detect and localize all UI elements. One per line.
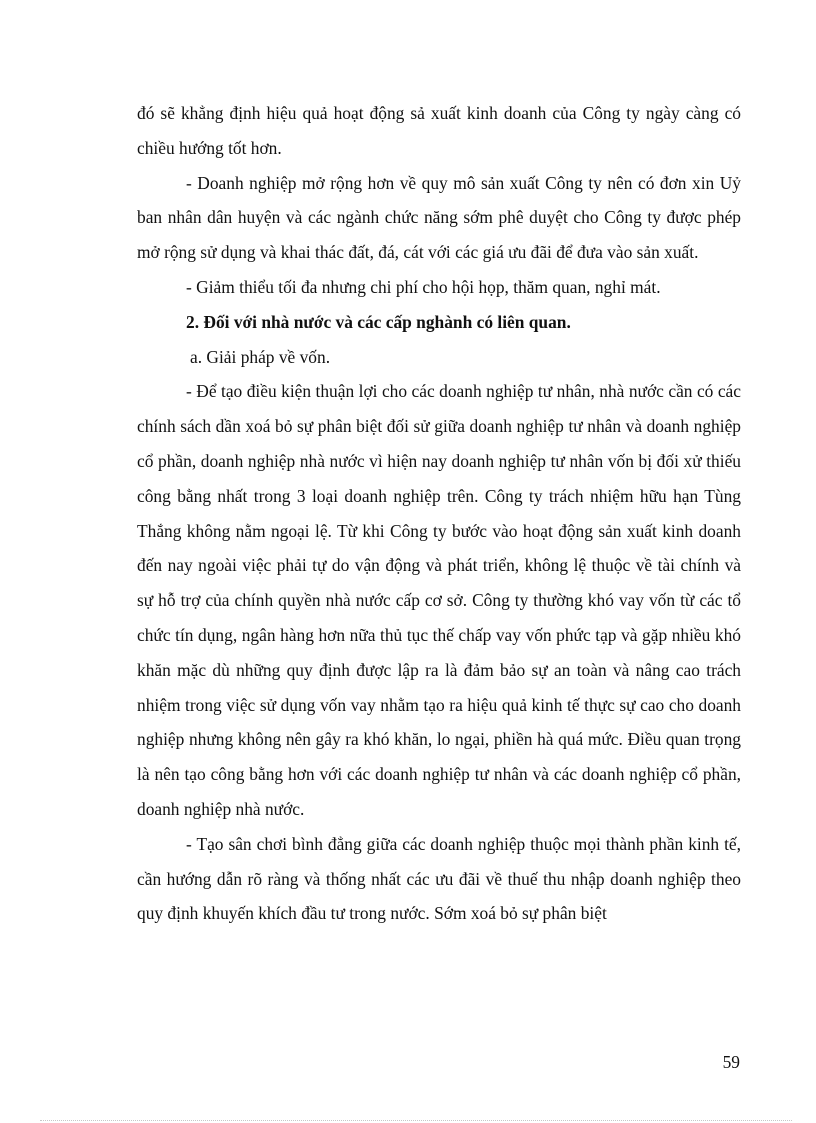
paragraph-equal-playing-field: - Tạo sân chơi bình đẳng giữa các doanh nghiệp thuộc mọi thành phần kinh tế, cần hướng dẫn rõ ràng và thống nhất các ưu đãi về thuế thu nhập doanh nghiệp theo quy định khuyến khích đầu tư trong nước. Sớm xoá bỏ sự phân biệt (137, 833, 741, 924)
body-text (137, 96, 741, 931)
subsection-heading: a. Giải pháp về vốn. (190, 346, 331, 367)
paragraph-continuation: đó sẽ khẳng định hiệu quả hoạt động sả xuất kinh doanh của Công ty ngày càng có chiều hướng tốt hơn. (137, 103, 741, 158)
paragraph-reduce-costs: - Giảm thiểu tối đa nhưng chi phí cho hội họp, thăm quan, nghỉ mát. (186, 276, 661, 297)
page-number: 59 (722, 1052, 740, 1072)
paragraph-expand-production: - Doanh nghiệp mở rộng hơn về quy mô sản xuất Công ty nên có đơn xin Uỷ ban nhân dân huyện và các ngành chức năng sớm phê duyệt cho Công ty được phép mở rộng sử dụng và khai thác đất, đá, cát với các giá ưu đãi để đưa vào sản xuất. (137, 172, 741, 263)
footer-divider (40, 1120, 792, 1121)
section-heading: 2. Đối với nhà nước và các cấp nghành có liên quan. (186, 311, 571, 332)
paragraph-capital-solution: - Để tạo điều kiện thuận lợi cho các doanh nghiệp tư nhân, nhà nước cần có các chính sách dần xoá bỏ sự phân biệt đối sử giữa doanh nghiệp tư nhân và doanh nghiệp cổ phần, doanh nghiệp nhà nước vì hiện nay doanh nghiệp tư nhân vốn bị đối xử thiếu công bằng nhất trong 3 loại doanh nghiệp trên. Công ty trách nhiệm hữu hạn Tùng Thắng không nằm ngoại lệ. Từ khi Công ty bước vào hoạt động sản xuất kinh doanh đến nay ngoài việc phải tự do vận động và phát triển, không lệ thuộc về tài chính và sự hỗ trợ của chính quyền nhà nước cấp cơ sở. Công ty thường khó vay vốn từ các tổ chức tín dụng, ngân hàng hơn nữa thủ tục thế chấp vay vốn phức tạp và gặp nhiều khó khăn mặc dù những quy định được lập ra là đảm bảo sự an toàn và nâng cao trách nhiệm trong việc sử dụng vốn vay nhằm tạo ra hiệu quả kinh tế thực sự cao cho doanh nghiệp nhưng không nên gây ra khó khăn, lo ngại, phiền hà quá mức. Điều quan trọng là nên tạo công bằng hơn với các doanh nghiệp tư nhân và các doanh nghiệp cổ phần, doanh nghiệp nhà nước. (137, 381, 741, 819)
